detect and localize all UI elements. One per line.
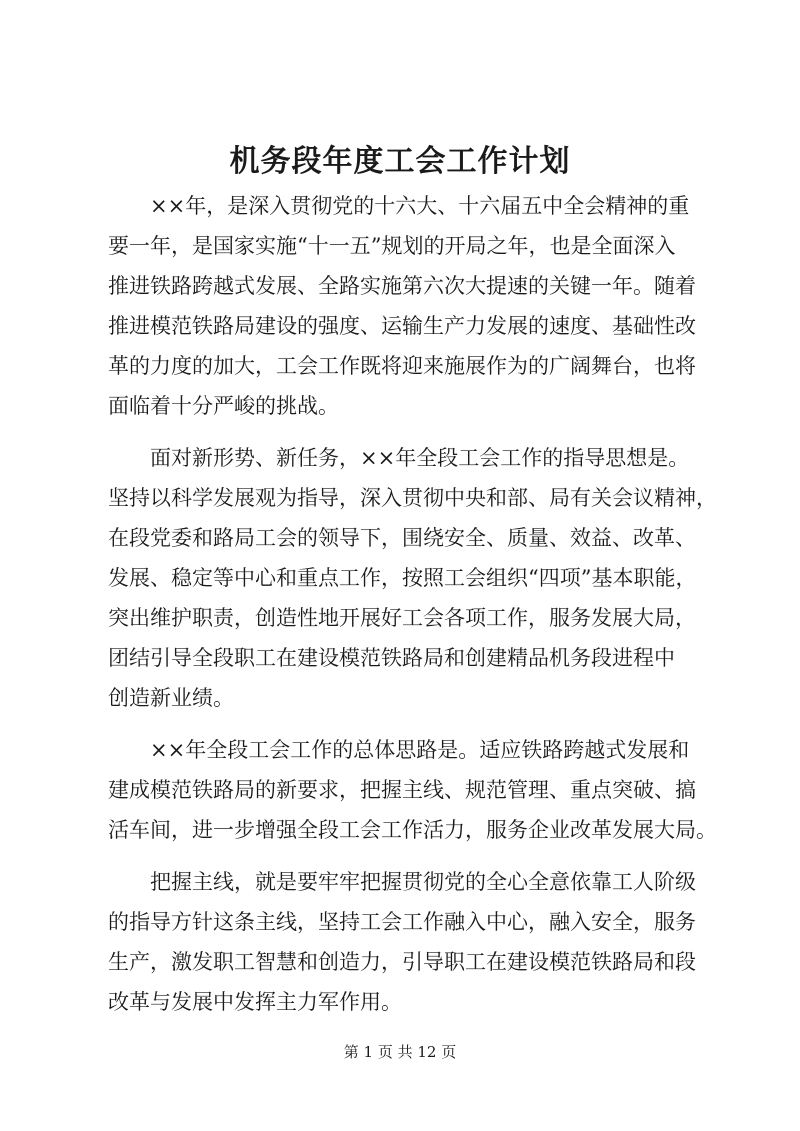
paragraph-line: 活车间，进一步增强全段工会工作活力，服务企业改革发展大局。 — [108, 818, 717, 842]
paragraph-line: 建成模范铁路局的新要求，把握主线、规范管理、重点突破、搞 — [108, 778, 696, 802]
paragraph-line: 在段党委和路局工会的领导下，围绕安全、质量、效益、改革、 — [108, 526, 696, 550]
paragraph-line: 推进模范铁路局建设的强度、运输生产力发展的速度、基础性改 — [108, 314, 696, 338]
paragraph-line: 面临着十分严峻的挑战。 — [108, 394, 339, 418]
paragraph-line: 的指导方针这条主线，坚持工会工作融入中心，融入安全，服务 — [108, 910, 696, 934]
paragraph-2 — [108, 438, 717, 718]
paragraph-3 — [108, 730, 717, 850]
paragraph-line: 坚持以科学发展观为指导，深入贯彻中央和部、局有关会议精神， — [108, 486, 717, 510]
paragraph-line: 要一年，是国家实施“十一五”规划的开局之年，也是全面深入 — [108, 234, 676, 258]
page-number-footer: 第 1 页 共 12 页 — [343, 1043, 457, 1061]
document-body — [108, 186, 717, 1034]
paragraph-line: 革的力度的加大，工会工作既将迎来施展作为的广阔舞台，也将 — [108, 354, 696, 378]
document-title: 机务段年度工会工作计划 — [229, 144, 571, 179]
paragraph-line: 创造新业绩。 — [108, 686, 234, 710]
paragraph-line: ××年全段工会工作的总体思路是。适应铁路跨越式发展和 — [150, 738, 690, 762]
paragraph-line: ××年，是深入贯彻党的十六大、十六届五中全会精神的重 — [150, 194, 690, 218]
paragraph-line: 推进铁路跨越式发展、全路实施第六次大提速的关键一年。随着 — [108, 274, 696, 298]
paragraph-line: 把握主线，就是要牢牢把握贯彻党的全心全意依靠工人阶级 — [150, 870, 696, 894]
paragraph-line: 突出维护职责，创造性地开展好工会各项工作，服务发展大局， — [108, 606, 696, 630]
paragraph-line: 发展、稳定等中心和重点工作，按照工会组织“四项”基本职能， — [108, 566, 697, 590]
paragraph-line: 面对新形势、新任务，××年全段工会工作的指导思想是。 — [150, 446, 690, 470]
paragraph-1 — [108, 186, 708, 426]
paragraph-line: 团结引导全段职工在建设模范铁路局和创建精品机务段进程中 — [108, 646, 675, 670]
paragraph-4 — [108, 862, 708, 1022]
paragraph-line: 改革与发展中发挥主力军作用。 — [108, 990, 402, 1014]
paragraph-line: 生产，激发职工智慧和创造力，引导职工在建设模范铁路局和段 — [108, 950, 696, 974]
